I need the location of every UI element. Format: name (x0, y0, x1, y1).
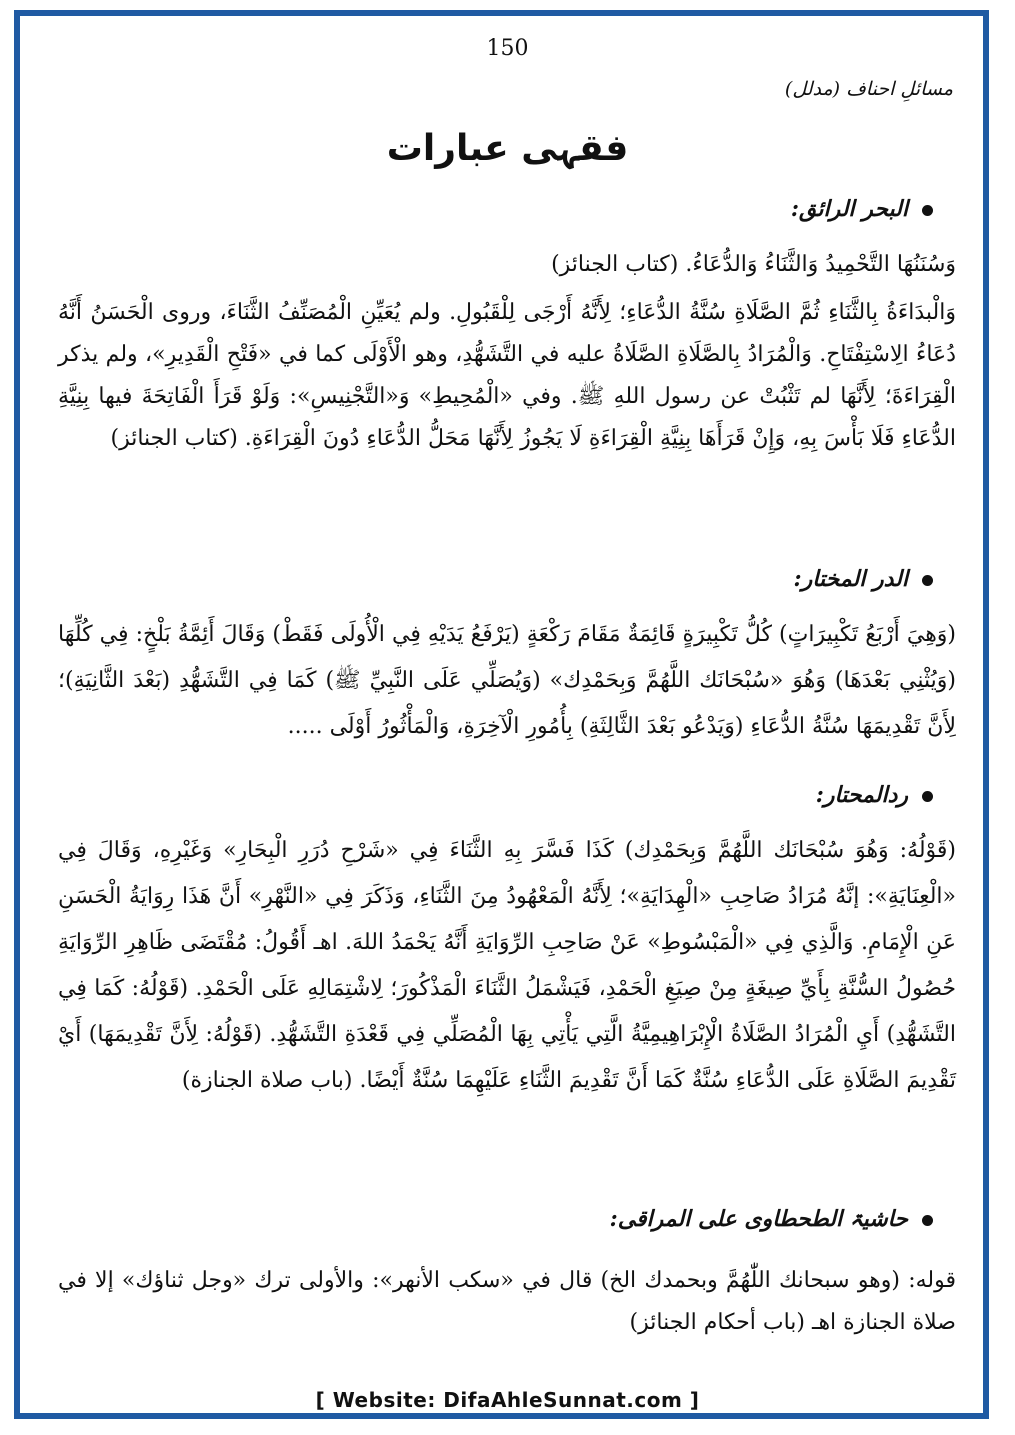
paragraph-tahtawi: قوله: (وهو سبحانك اللّٰهُمَّ وبحمدك الخ) قال في «سكب الأنهر»: والأولى ترك «وجل ثناؤك» إلا في صلاة الجنازة اهـ (باب أحكام الجنائز) (58, 1268, 956, 1335)
website-footer: [ Website: DifaAhleSunnat.com ] (315, 1388, 700, 1412)
paragraph-bahr-1: وَسُنَنُهَا التَّحْمِيدُ وَالثَّنَاءُ وَالدُّعَاءُ. (كتاب الجنائز) (551, 252, 956, 277)
paragraph-bahr-2: وَالْبدَاءَةُ بِالثَّنَاءِ ثُمَّ الصَّلَاةِ سُنَّةُ الدُّعَاءِ؛ لِأَنَّهُ أَرْجَى لِلْقَبُولِ. ولم يُعَيِّنِ الْمُصَنِّفُ الثَّنَاءَ، وروى الْحَسَنُ أَنَّهُ دُعَاءُ الِاسْتِفْتَاحِ. وَالْمُرَادُ بِالصَّلَاةِ الصَّلَاةُ عليه في التَّشَهُّدِ، وهو الْأَوْلَى كما في «فَتْحِ الْقَدِيرِ»، ولم يذكر الْقِرَاءَةَ؛ لِأَنَّهَا لم تَثْبُتْ عن رسول اللهِ ﷺ. وفي «الْمُحِيطِ» وَ«التَّجْنِيسِ»: وَلَوْ قَرَأَ الْفَاتِحَةَ فيها بِنِيَّةِ الدُّعَاءِ فَلَا بَأْسَ بِهِ، وَإِنْ قَرَأَهَا بِنِيَّةِ الْقِرَاءَةِ لَا يَجُوزُ لِأَنَّهَا مَحَلُّ الدُّعَاءِ دُونَ الْقِرَاءَةِ. (كتاب الجنائز) (58, 300, 956, 451)
page-heading: فقہی عبارات (386, 128, 629, 169)
bullet-icon (922, 791, 933, 802)
paragraph-radd: (قَوْلُهُ: وَهُوَ سُبْحَانَك اللَّهُمَّ وَبِحَمْدِك) كَذَا فَسَّرَ بِهِ الثَّنَاءَ فِي «شَرْحِ دُرَرِ الْبِحَارِ» وَغَيْرِهِ، وَقَالَ فِي «الْعِنَايَةِ»: إنَّهُ مُرَادُ صَاحِبِ «الْهِدَايَةِ»؛ لِأَنَّهُ الْمَعْهُودُ مِنَ الثَّنَاءِ، وَذَكَرَ فِي «النَّهْرِ» أَنَّ هَذَا رِوَايَةُ الْحَسَنِ عَنِ الْإِمَامِ. وَالَّذِي فِي «الْمَبْسُوطِ» عَنْ صَاحِبِ الرِّوَايَةِ أَنَّهُ يَحْمَدُ اللهَ. اهـ أَقُولُ: مُقْتَضَى ظَاهِرِ الرِّوَايَةِ حُصُولُ السُّنَّةِ بِأَيِّ صِيغَةٍ مِنْ صِيَغِ الْحَمْدِ، فَيَشْمَلُ الثَّنَاءَ الْمَذْكُورَ؛ لِاشْتِمَالِهِ عَلَى الْحَمْدِ. (قَوْلُهُ: كَمَا فِي التَّشَهُّدِ) أَيِ الْمُرَادُ الصَّلَاةُ الْإِبْرَاهِيمِيَّةُ الَّتِي يَأْتِي بِهَا الْمُصَلِّي فِي قَعْدَةِ التَّشَهُّدِ. (قَوْلُهُ: لِأَنَّ تَقْدِيمَهَا) أَيْ تَقْدِيمَ الصَّلَاةِ عَلَى الدُّعَاءِ سُنَّةٌ كَمَا أَنَّ تَقْدِيمَ الثَّنَاءِ عَلَيْهِمَا سُنَّةٌ أَيْضًا. (باب صلاة الجنازة) (58, 838, 956, 1093)
book-title: مسائلِ احناف (مدلل) (784, 78, 953, 100)
section-title-durr: الدر المختار: (794, 566, 933, 592)
section-title-bahr: البحر الرائق: (791, 196, 933, 222)
paragraph-durr: (وَهِيَ أَرْبَعُ تَكْبِيرَاتٍ) كُلُّ تَكْبِيرَةٍ قَائِمَةٌ مَقَامَ رَكْعَةٍ (يَرْفَعُ يَدَيْهِ فِي الْأُولَى فَقَطْ) وَقَالَ أَئِمَّةُ بَلْخٍ: فِي كُلِّهَا (وَيُثْنِي بَعْدَهَا) وَهُوَ «سُبْحَانَك اللَّهُمَّ وَبِحَمْدِك» (وَيُصَلِّي عَلَى النَّبِيِّ ﷺ) كَمَا فِي التَّشَهُّدِ (بَعْدَ الثَّانِيَةِ)؛ لِأَنَّ تَقْدِيمَهَا سُنَّةُ الدُّعَاءِ (وَيَدْعُو بَعْدَ الثَّالِثَةِ) بِأُمُورِ الْآخِرَةِ، وَالْمَأْثُورُ أَوْلَى ..... (58, 622, 956, 739)
bullet-icon (922, 205, 933, 216)
section-title-radd: ردالمحتار: (816, 782, 933, 808)
bullet-icon (922, 1215, 933, 1226)
page-number: 150 (486, 36, 529, 61)
bullet-icon (922, 575, 933, 586)
section-title-tahtawi: حاشیۃ الطحطاوی علی المراقی: (610, 1206, 933, 1232)
